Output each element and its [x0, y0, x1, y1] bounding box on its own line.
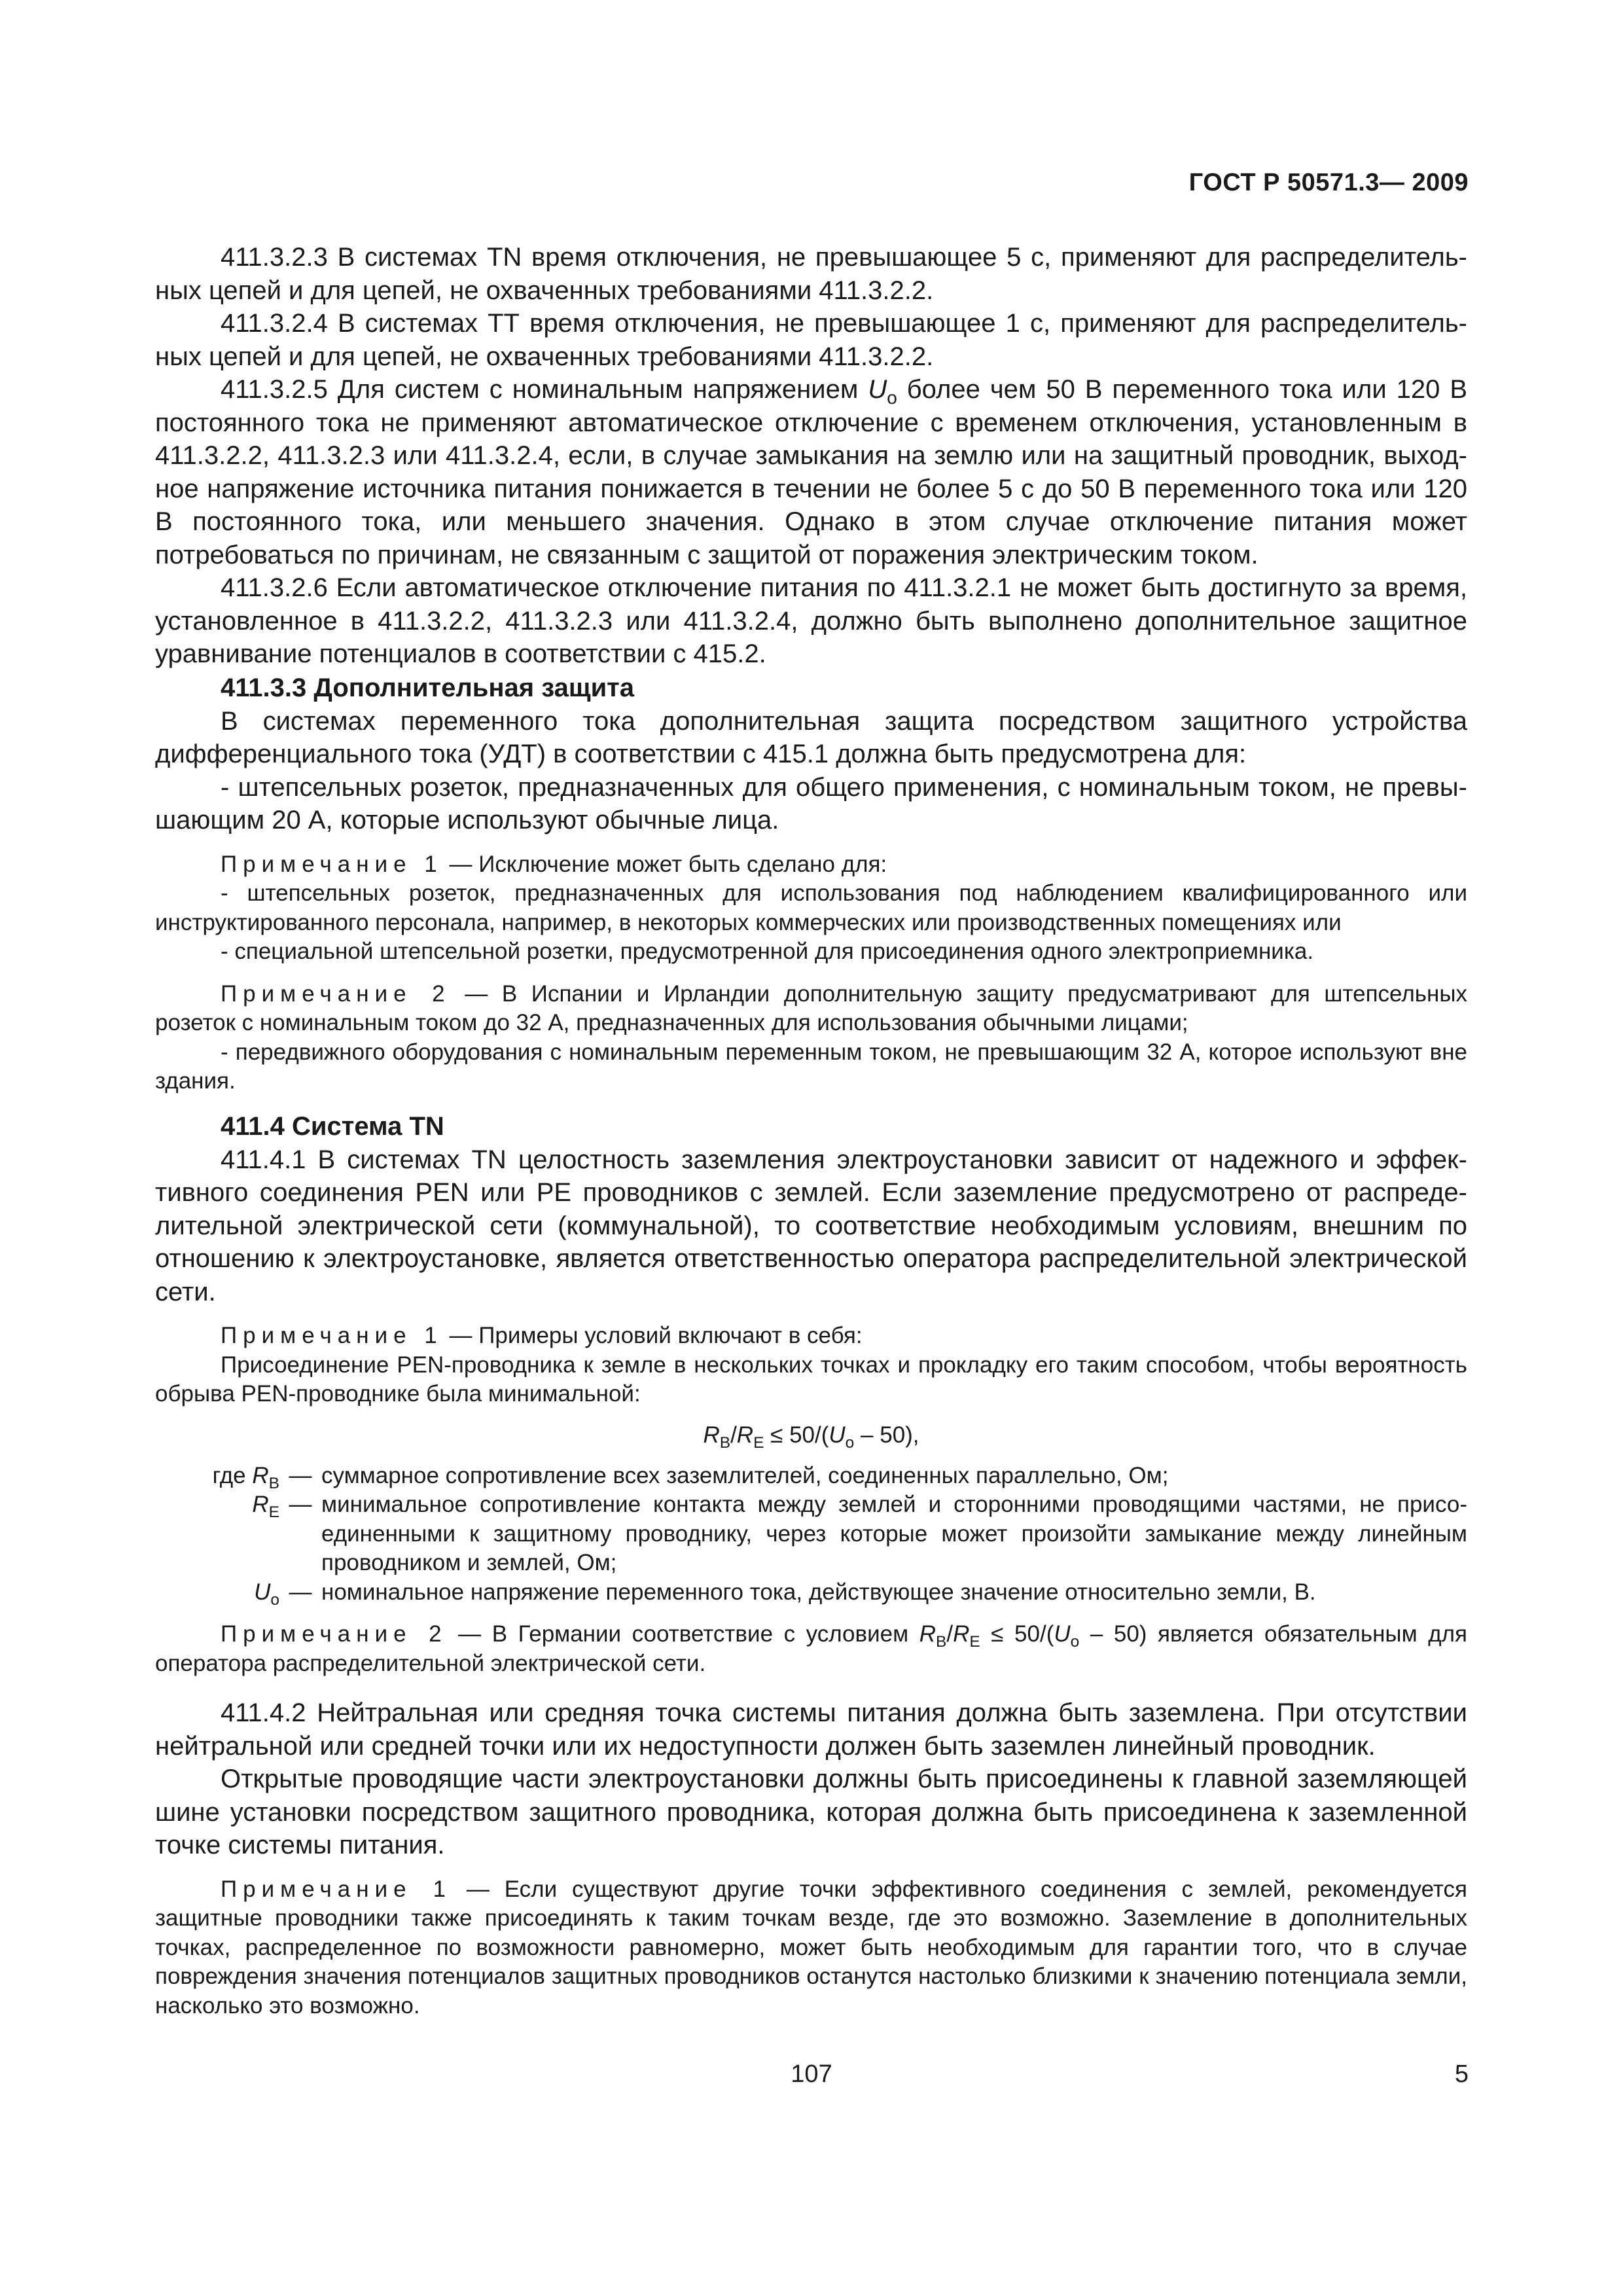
para-411-3-2-4: 411.3.2.4 В системах ТТ время отключения, не превышающее 1 с, применяют для распределительных цепей и для цепей, не охваченных требованиями 411.3.2.2.: [155, 309, 1467, 371]
para-411-4-2: 411.4.2 Нейтральная или средняя точка системы питания должна быть заземлена. При отсутствии нейтральной или средней точки или их недоступности должен быть заземлен линейный проводник.: [155, 1698, 1467, 1761]
definition-uo: $U_o$ — номинальное напряжение переменного тока, действующее значение относительно земли, В.: [254, 1579, 1316, 1609]
para-exposed-parts: Открытые проводящие части электроустановки должны быть присоединены к главной заземляющей шине установки посредством защитного проводника, которая должна быть присоединена к заземленной точке системы питания.: [155, 1765, 1467, 1859]
page-number-center: 107: [791, 2060, 832, 2088]
formula-rb-re: $R_B/R_E \le 50/(U_o - 50)$,: [703, 1422, 919, 1452]
note-examples: Примечание 1 — Примеры условий включают в себя:: [221, 1323, 863, 1348]
note-2-spain-ireland: Примечание 2 — В Испании и Ирландии дополнительную защиту предусматривают для штепсельных розеток с номинальным током до 32 А, предназначенных для использования обычными лицами;: [155, 980, 1467, 1035]
para-411-4-1: 411.4.1 В системах TN целостность заземления электроустановки зависит от надежного и эффективного соединения PEN или PE проводников с землей. Если заземление предусмотрено от распределительной электрической сети (коммунальной), то соответствие необходимым условиям, внешним по отношению к электроустановке, является ответственностью оператора распределительной электрической сети.: [155, 1145, 1467, 1306]
note-examples-text: Присоединение PEN-проводника к земле в нескольких точках и прокладку его таким способом, чтобы вероятность обрыва PEN-проводнике была минимальной:: [155, 1352, 1467, 1407]
definition-re: $R_E$ — минимальное сопротивление контакта между землей и сторонними проводящими частями, не присоединенными к защитному проводнику, через которые может произойти замыкание между линейным проводником и землей, Ом;: [252, 1492, 1467, 1575]
note-1-item-1: - штепсельных розеток, предназначенных для использования под наблюдением квалифицированного или инструктированного персонала, например, в некоторых коммерческих или производственных помещениях или: [155, 880, 1467, 935]
page-body: [155, 241, 1467, 2020]
note-1-item-2: - специальной штепсельной розетки, предусмотренной для присоединения одного электроприемника.: [221, 939, 1314, 964]
note-2-item-1: - передвижного оборудования с номинальным переменным током, не превышающим 32 А, которое используют вне здания.: [155, 1039, 1467, 1094]
formula-definitions: [155, 1462, 1467, 1607]
heading-411-3-3: 411.3.3 Дополнительная защита: [221, 673, 635, 702]
heading-411-4: 411.4 Система TN: [221, 1111, 444, 1141]
doc-code-header: ГОСТ Р 50571.3— 2009: [1188, 169, 1469, 196]
para-411-3-2-5: 411.3.2.5 Для систем с номинальным напряжением $U_o$ более чем 50 В переменного тока или 120 В постоянного тока не применяют автоматическое отключение с временем отключения, установленным в 411.3.2.2, 411.3.2.3 или 411.3.2.4, если, в случае замыкания на землю или на защитный проводник, выходное напряжение источника питания понижается в течении не более 5 с до 50 В переменного тока или 120 В постоянного тока, или меньшего значения. Однако в этом случае отключение питания может потребоваться по причинам, не связанным с защитой от поражения электрическим током.: [155, 375, 1468, 569]
page-number-right: 5: [1454, 2060, 1469, 2088]
list-item-sockets: - штепсельных розеток, предназначенных для общего применения, с номинальным током, не превышающим 20 А, которые используют обычные лица.: [155, 772, 1467, 834]
note-1-earthing-points: Примечание 1 — Если существуют другие точки эффективного соединения с землей, рекомендуется защитные проводники также присоединять к таким точкам везде, где это возможно. Заземление в дополнительных точках, распределенное по возможности равномерно, может быть необходимым для гарантии того, что в случае повреждения значения потенциалов защитных проводников останутся настолько близкими к значению потенциала земли, насколько это возможно.: [155, 1876, 1467, 2018]
para-additional-protection: В системах переменного тока дополнительная защита посредством защитного устройства дифференциального тока (УДТ) в соответствии с 415.1 должна быть предусмотрена для:: [155, 706, 1467, 768]
para-411-3-2-6: 411.3.2.6 Если автоматическое отключение питания по 411.3.2.1 не может быть достигнуто за время, установленное в 411.3.2.2, 411.3.2.3 или 411.3.2.4, должно быть выполнено дополнительное защитное уравнивание потенциалов в соответствии с 415.2.: [155, 573, 1467, 668]
para-411-3-2-3: 411.3.2.3 В системах TN время отключения, не превышающее 5 с, применяют для распределительных цепей и для цепей, не охваченных требованиями 411.3.2.2.: [155, 243, 1467, 305]
note-1-exception: Примечание 1 — Исключение может быть сделано для:: [221, 851, 887, 877]
definition-rb: где $R_B$ — суммарное сопротивление всех заземлителей, соединенных параллельно, Ом;: [212, 1462, 1169, 1492]
note-2-germany: Примечание 2 — В Германии соответствие с условием $R_B/R_E \le 50/(U_o - 50)$ является обязательным для оператора распределительной электрической сети.: [155, 1621, 1467, 1676]
